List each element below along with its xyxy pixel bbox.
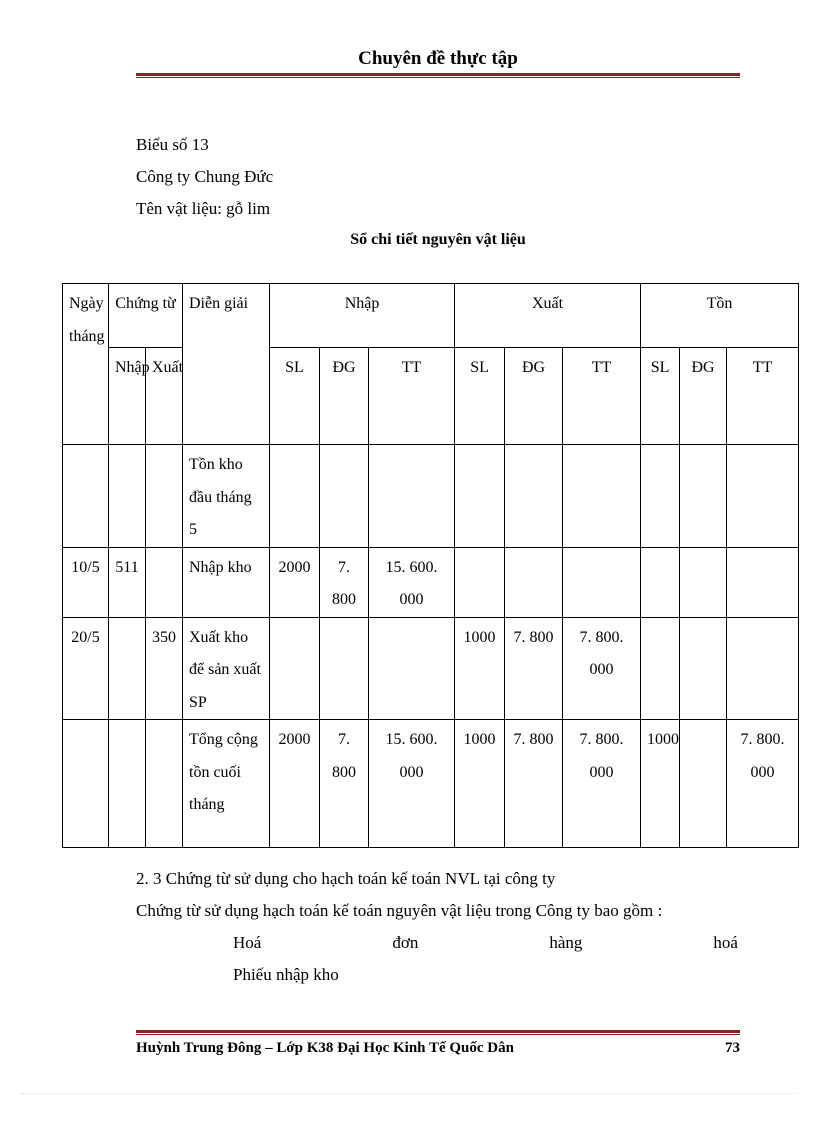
cell-description: Tổng cộng tồn cuối tháng bbox=[183, 720, 270, 848]
cell-out-dg bbox=[505, 547, 563, 617]
material-ledger-table bbox=[62, 283, 799, 848]
cell-description: Tồn kho đầu tháng 5 bbox=[183, 445, 270, 548]
item-word: Hoá bbox=[233, 933, 262, 952]
header-stock-tt: TT bbox=[727, 348, 799, 445]
cell-in-tt bbox=[369, 617, 455, 720]
cell-out-tt: 7. 800. 000 bbox=[563, 720, 641, 848]
header-rule bbox=[136, 73, 740, 78]
item-word: hoá bbox=[713, 933, 738, 952]
cell-stock-dg bbox=[680, 720, 727, 848]
cell-out-sl: 1000 bbox=[455, 617, 505, 720]
cell-in-no bbox=[109, 617, 146, 720]
cell-out-sl bbox=[455, 547, 505, 617]
cell-in-sl: 2000 bbox=[270, 720, 320, 848]
cell-out-no: 350 bbox=[146, 617, 183, 720]
cell-date bbox=[63, 445, 109, 548]
header-out-dg: ĐG bbox=[505, 348, 563, 445]
header-group-stock: Tồn bbox=[641, 284, 799, 348]
cell-out-no bbox=[146, 547, 183, 617]
company-name: Công ty Chung Đức bbox=[136, 167, 274, 186]
header-stock-sl: SL bbox=[641, 348, 680, 445]
cell-in-tt: 15. 600. 000 bbox=[369, 720, 455, 848]
page-header-title: Chuyên đề thực tập bbox=[358, 48, 518, 69]
section-intro: Chứng từ sử dụng hạch toán kế toán nguyên vật liệu trong Công ty bao gồm : bbox=[136, 901, 663, 920]
cell-description: Xuất kho để sản xuất SP bbox=[183, 617, 270, 720]
header-voucher: Chứng từ bbox=[109, 284, 183, 348]
cell-out-sl: 1000 bbox=[455, 720, 505, 848]
header-date: Ngày tháng bbox=[63, 284, 109, 445]
header-group-in: Nhập bbox=[270, 284, 455, 348]
cell-out-dg: 7. 800 bbox=[505, 720, 563, 848]
cell-stock-tt bbox=[727, 617, 799, 720]
header-row-2 bbox=[63, 348, 799, 445]
page-bottom-edge bbox=[20, 1093, 796, 1094]
table-row-total bbox=[63, 720, 799, 848]
cell-stock-tt: 7. 800. 000 bbox=[727, 720, 799, 848]
header-in-dg: ĐG bbox=[320, 348, 369, 445]
cell-stock-tt bbox=[727, 547, 799, 617]
cell-out-sl bbox=[455, 445, 505, 548]
cell-out-dg bbox=[505, 445, 563, 548]
cell-stock-dg bbox=[680, 547, 727, 617]
header-row-1 bbox=[63, 284, 799, 348]
cell-in-sl bbox=[270, 617, 320, 720]
cell-stock-sl bbox=[641, 445, 680, 548]
table-row bbox=[63, 617, 799, 720]
page-number: 73 bbox=[725, 1040, 740, 1056]
header-voucher-out: Xuất bbox=[146, 348, 183, 445]
cell-in-dg bbox=[320, 445, 369, 548]
cell-stock-sl bbox=[641, 617, 680, 720]
cell-in-no: 511 bbox=[109, 547, 146, 617]
cell-stock-tt bbox=[727, 445, 799, 548]
cell-stock-dg bbox=[680, 445, 727, 548]
section-heading: 2. 3 Chứng từ sử dụng cho hạch toán kế toán NVL tại công ty bbox=[136, 869, 556, 888]
cell-in-dg bbox=[320, 617, 369, 720]
cell-in-no bbox=[109, 445, 146, 548]
cell-out-tt: 7. 800. 000 bbox=[563, 617, 641, 720]
page-footer bbox=[136, 1040, 740, 1057]
cell-out-tt bbox=[563, 445, 641, 548]
cell-in-sl bbox=[270, 445, 320, 548]
item-word: hàng bbox=[549, 933, 583, 952]
cell-in-dg: 7. 800 bbox=[320, 720, 369, 848]
table-row bbox=[63, 547, 799, 617]
material-name: Tên vật liệu: gỗ lim bbox=[136, 199, 271, 218]
header-in-tt: TT bbox=[369, 348, 455, 445]
header-group-out: Xuất bbox=[455, 284, 641, 348]
header-out-tt: TT bbox=[563, 348, 641, 445]
cell-date bbox=[63, 720, 109, 848]
document-item-invoice bbox=[233, 933, 738, 953]
cell-date: 20/5 bbox=[63, 617, 109, 720]
cell-out-tt bbox=[563, 547, 641, 617]
cell-in-sl: 2000 bbox=[270, 547, 320, 617]
cell-out-no bbox=[146, 445, 183, 548]
footer-rule bbox=[136, 1030, 740, 1035]
cell-out-dg: 7. 800 bbox=[505, 617, 563, 720]
header-description: Diễn giải bbox=[183, 284, 270, 445]
cell-in-tt: 15. 600. 000 bbox=[369, 547, 455, 617]
header-in-sl: SL bbox=[270, 348, 320, 445]
cell-out-no bbox=[146, 720, 183, 848]
cell-stock-dg bbox=[680, 617, 727, 720]
cell-stock-sl: 1000 bbox=[641, 720, 680, 848]
table-row bbox=[63, 445, 799, 548]
document-item-receipt: Phiếu nhập kho bbox=[233, 965, 339, 984]
cell-date: 10/5 bbox=[63, 547, 109, 617]
header-voucher-in: Nhập bbox=[109, 348, 146, 445]
cell-in-dg: 7. 800 bbox=[320, 547, 369, 617]
footer-author: Huỳnh Trung Đông – Lớp K38 Đại Học Kinh Tế Quốc Dân bbox=[136, 1040, 514, 1056]
cell-in-tt bbox=[369, 445, 455, 548]
cell-description: Nhập kho bbox=[183, 547, 270, 617]
header-out-sl: SL bbox=[455, 348, 505, 445]
item-word: đơn bbox=[392, 933, 419, 952]
header-stock-dg: ĐG bbox=[680, 348, 727, 445]
form-label: Biểu số 13 bbox=[136, 135, 209, 154]
cell-stock-sl bbox=[641, 547, 680, 617]
table-title: Sổ chi tiết nguyên vật liệu bbox=[350, 231, 526, 248]
cell-in-no bbox=[109, 720, 146, 848]
